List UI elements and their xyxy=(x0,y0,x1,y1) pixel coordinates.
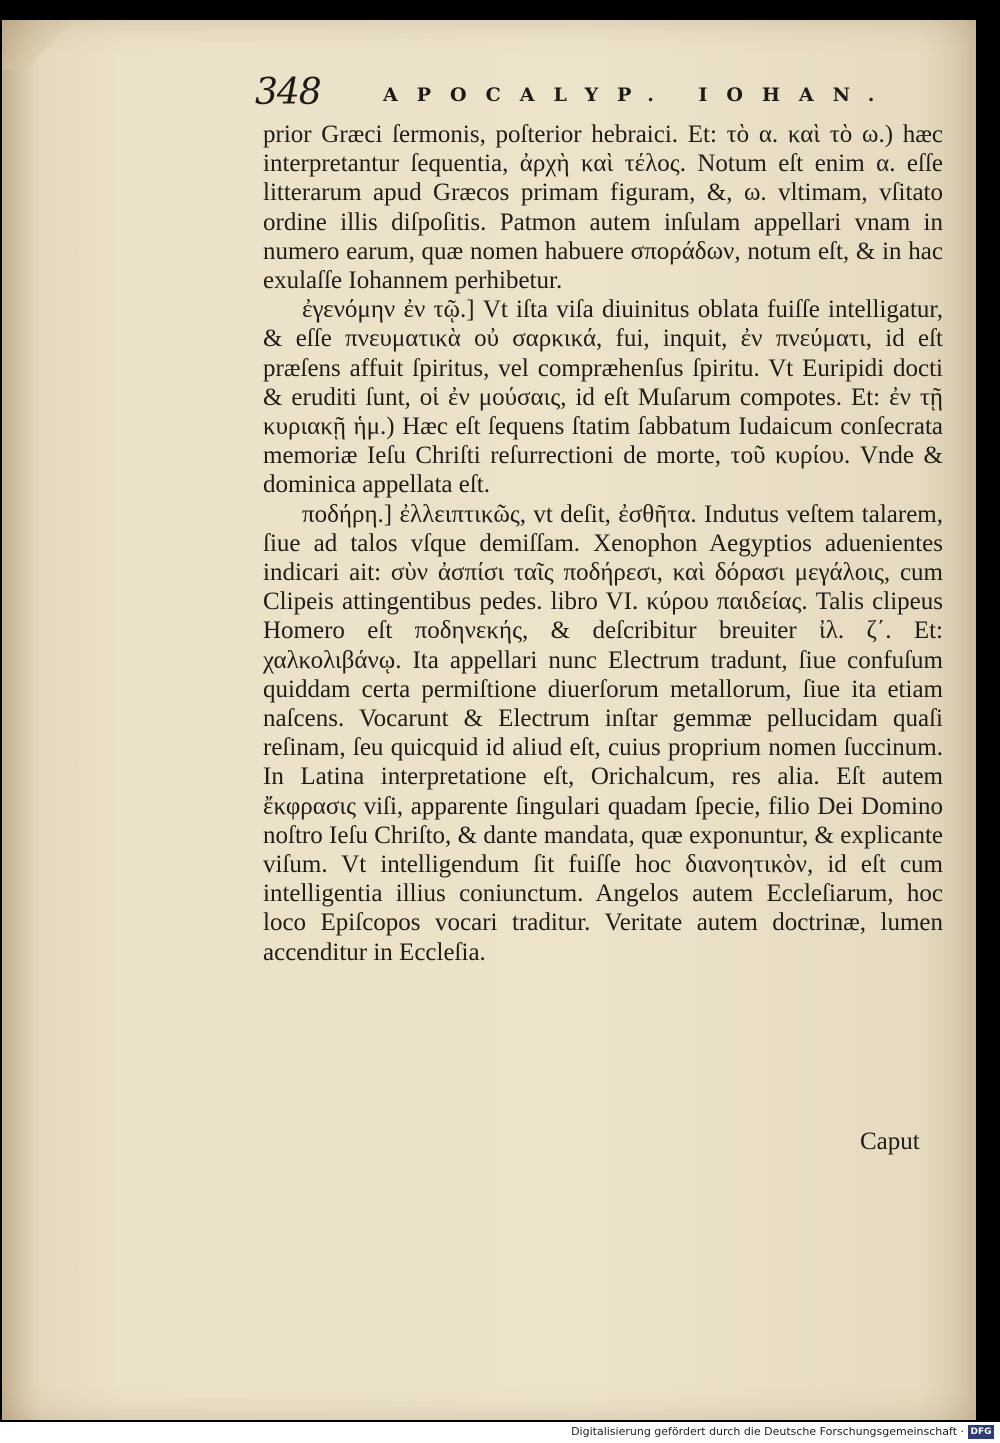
running-title: APOCALYP. IOHAN. xyxy=(383,84,894,106)
page-number: 348 xyxy=(255,72,321,113)
paragraph-3: ποδήρη.] ἐλλειπτικῶς, vt deſit, ἐσθῆτα. Indutus veſtem talarem, ſiue ad talos vſque demiſſam. Xenophon Aegyptios aduenientes indicari ait: σὺν ἀσπίσι ταῖς ποδήρεσι, καὶ δόρασι μεγάλοις, cum Clipeis attingentibus pedes. libro VI. κύρου παιδείας. Talis clipeus Homero eſt ποδηνεκής, & deſcribitur breuiter ἰλ. ζ΄. Et: χαλκολιβάνῳ. Ita appellari nunc Electrum tradunt, ſiue confuſum quiddam certa permiſtione diuerſorum metallorum, ſiue ita etiam naſcens. Vocarunt & Electrum inſtar gemmæ pellucidam quaſi reſinam, ſeu quicquid id aliud eſt, cuius proprium nomen ſuccinum. In Latina interpretatione eſt, Orichalcum, res alia. Eſt autem ἔκφρασις viſi, apparente ſingulari quadam ſpecie, filio Dei Domino noſtro Ieſu Chriſto, & dante mandata, quæ exponuntur, & explicante viſum. Vt intelligendum ſit fuiſſe hoc διανοητικὸν, id eſt cum intelligentia illius coniunctum. Angelos autem Eccleſiarum, hoc loco Epiſcopos vocari traditur. Veritate autem doctrinæ, lumen accenditur in Eccleſia. xyxy=(263,500,943,966)
running-head xyxy=(255,72,935,124)
dfg-logo: DFG xyxy=(968,1425,994,1439)
main-text xyxy=(263,120,943,967)
funding-credit: Digitalisierung gefördert durch die Deutsche Forschungsgemeinschaft · xyxy=(571,1425,964,1438)
paragraph-2: ἐγενόμην ἐν τῷ.] Vt iſta viſa diuinitus oblata fuiſſe intelligatur, & eſſe πνευματικὰ οὐ σαρκικά, fui, inquit, ἐν πνεύματι, id eſt præſens affuit ſpiritus, vel compræhenſus ſpiritu. Vt Euripidi docti & eruditi ſunt, οἱ ἐν μούσαις, id eſt Muſarum compotes. Et: ἐν τῇ κυριακῇ ἡμ.) Hæc eſt ſequens ſtatim ſabbatum Iudaicum conſecrata memoriæ Ieſu Chriſti reſurrectioni de morte, τοῦ κυρίου. Vnde & dominica appellata eſt. xyxy=(263,296,943,499)
digitization-footer xyxy=(0,1422,1000,1443)
paragraph-1: prior Græci ſermonis, poſterior hebraici. Et: τὸ α. καὶ τὸ ω.) hæc interpretantur ſequentia, ἀρχὴ καὶ τέλος. Notum eſt enim α. eſſe litterarum apud Græcos primam figuram, &, ω. vltimam, vſitato ordine illis diſpoſitis. Patmon autem inſulam appellari vnam in numero earum, quæ nomen habuere σποράδων, notum eſt, & in hac exulaſſe Iohannem perhibetur. xyxy=(263,121,943,295)
page-corner-wear xyxy=(2,20,72,70)
catchword: Caput xyxy=(860,1128,920,1155)
